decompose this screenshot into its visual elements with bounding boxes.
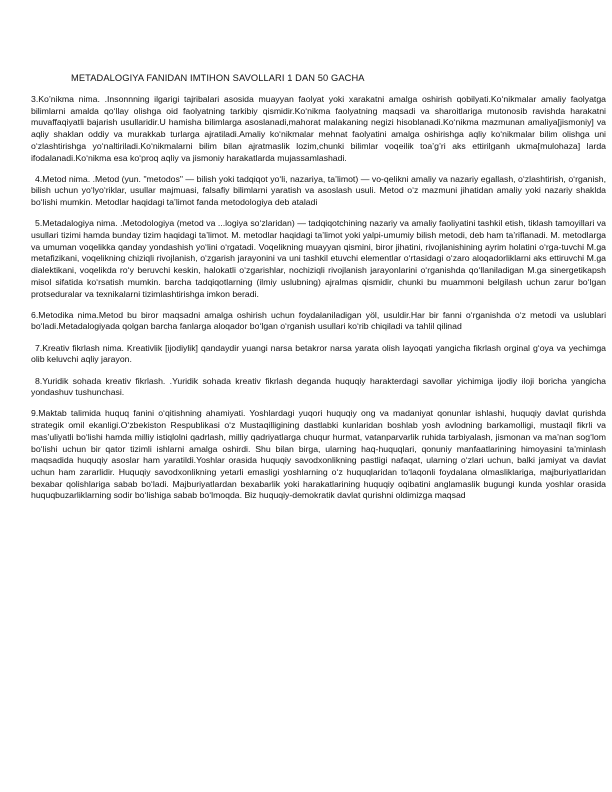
paragraph-4-metod: 4.Metod nima. .Metod (yun. "metodos" — bilish yoki tadqiqot yo‘li, nazariya, ta’limot) — vo-qelikni amaliy va nazariy egallash, o‘zlashtirish, o‘rganish, bilish uchun yo‘lyo‘riklar, usullar majmuasi, falsafiy bilimlarni yaratish va asoslash usuli. Metod o‘z mazmuni jihatidan amaliy yoki nazariy shaklda bo‘lishi mumkin. Metodlar haqidagi ta’limot fanda metodologiya deb ataladi <box>31 173 606 208</box>
paragraph-9-huquq-fani: 9.Maktab talimida huquq fanini o‘qitishning ahamiyati. Yoshlardagi yuqori huquqiy ong va madaniyat qonunlar ishlashi, huquqiy davlat qurishda strategik omil ekanligi.O‘zbekiston Respublikasi o‘z Mustaqilligining dastlabki kunlaridan boshlab yosh avlodning barkamolligi, mustaqil fikrli va mas’uliyatli bo‘lishi hamda milliy istiqlolni qadrlash, milliy qadriyatlarga chuqur hurmat, vatanparvarlik ruhida tarbiyalash, jismonan va ma’nan sog‘lom bo‘lishi uchun bir qator tizimli ishlarni amalga oshirdi. Shu bilan birga, ularning haq-huquqlari, qonuniy manfaatlarining himoyasini ta’minlash maqsadida huquqiy asoslar ham yaratildi.Yoshlar orasida huquqiy savodxonlikning pastligi nafaqat, ularning o‘zlari uchun, balki jamiyat va davlat uchun ham zararlidir. Huquqiy savodxonlikning yetarli emasligi yoshlarning o‘z huquqlaridan to‘laqonli foydalana olmasliklariga, majburiyatlaridan bexabar qolishlariga sabab bo‘ladi. Majburiyatlardan bexabarlik yoki harakatlarining huquqiy oqibatini anglamaslik bugungi kunda yoshlar orasida huquqbuzarliklarning sodir bo‘lishiga sabab bo‘lmoqda. Biz huquqiy-demokratik davlat qurishni oldimizga maqsad <box>31 408 606 501</box>
paragraph-3-konikma: 3.Ko’nikma nima. .Insonnning ilgarigi tajribalari asosida muayyan faolyat yoki xarakatni amalga oshirish qobilyati.Ko‘nikmalar amaliy faolyatga bilimlarni amalda qo‘llay olishga oid faolyatning tarkibiy qismidir.Ko‘nikma faolyatning maqsadi va sharoitlariga mutonosib ravishda harakatni muvaffaqiyatli bajarish usullaridir.U hamisha bilimlarga asoslanadi,mahorat malakaning negizi hisoblanadi.Ko‘nikma mazmunan amaliya[jismoniy] va aqliy shaklan oddiy va murakkab turlarga ajratiladi.Amaliy ko‘nikmalar mehnat faolyatini amalga oshirishga aqliy ko‘nikmalar bilim olishga uni o‘zlashtirishga yo‘naltiriladi.Ko‘nikmalarni bilim bilan ajratmaslik lozim,chunki bilimlar voqeilik toa’g’ri aks ettirilganh ukma[mulohaza] larda ifodalanadi.Ko‘nikma esa ko‘proq aqliy va jismoniy harakatlarda mujassamlashadi. <box>31 94 606 163</box>
paragraph-6-metodika: 6.Metodika nima.Metod bu biror maqsadni amalga oshirish uchun foydalaniladigan yöl, usuldir.Har bir fanni o‘rganishda o‘z metodi va uslublari bo‘ladi.Metadalogiyada qolgan barcha fanlarga aloqador bo‘lgan o‘rganish usullari ko‘rib chiqiladi va tahlil qilinad <box>31 309 606 332</box>
paragraph-8-yuridik-kreativ: 8.Yuridik sohada kreativ fikrlash. .Yuridik sohada kreativ fikrlash deganda huquqiy harakterdagi savollar yichimiga ijodiy iloji boricha yangicha yondashuv tushunchasi. <box>31 375 606 398</box>
document-title: METADALOGIYA FANIDAN IMTIHON SAVOLLARI 1 DAN 50 GACHA <box>71 73 365 83</box>
paragraph-5-metadalogiya: 5.Metadalogiya nima. .Metodologiya (metod va ...logiya so‘zlaridan) — tadqiqotchining nazariy va amaliy faoliyatini tashkil etish, tiklash tamoyillari va usullari tizimi hamda bunday tizim haqidagi ta’limot. M. metodlar haqidagi ta’limot yoki yalpi-umumiy bilish metodi, deb ham ta’riflanadi. M. metodlarga va umuman voqelikka qanday yondashish yo‘lini o‘rgatadi. Voqelikning muayyan qismini, biror jihatini, rivojlanishining ayrim holatini o‘rga-tuvchi M.ga metafizikani, voqelikning chiziqli rivojlanish, o‘zgarish jarayonini va uni tashkil etuvchi elementlar o‘rtasidagi o‘zaro aloqadorliklarni aks ettiruvchi M.ga dialektikani, voqelikda ro‘y beruvchi keskin, halokatli o‘zgarishlar, nochiziqli rivojlanish jarayonlarini o‘rganishda qo‘llaniladigan M.ga sinergetikapsh misol sifatida ko‘rsatish mumkin. barcha tadqiqotlarning (ilmiy uslubning) ajralmas qismidir, chunki bu muammoni belgilash uchun zarur bo‘lgan protseduralar va texnikalarni tizimlashtirishga imkon beradi. <box>31 218 606 299</box>
paragraph-7-kreativ-fikrlash: 7.Kreativ fikrlash nima. Kreativlik [ijodiylik] qandaydir yuangi narsa betakror narsa yarata olish layoqati yangicha fikrlash orginal g‘oya va yechimga olib keluvchi aqliy jarayon. <box>31 342 606 365</box>
